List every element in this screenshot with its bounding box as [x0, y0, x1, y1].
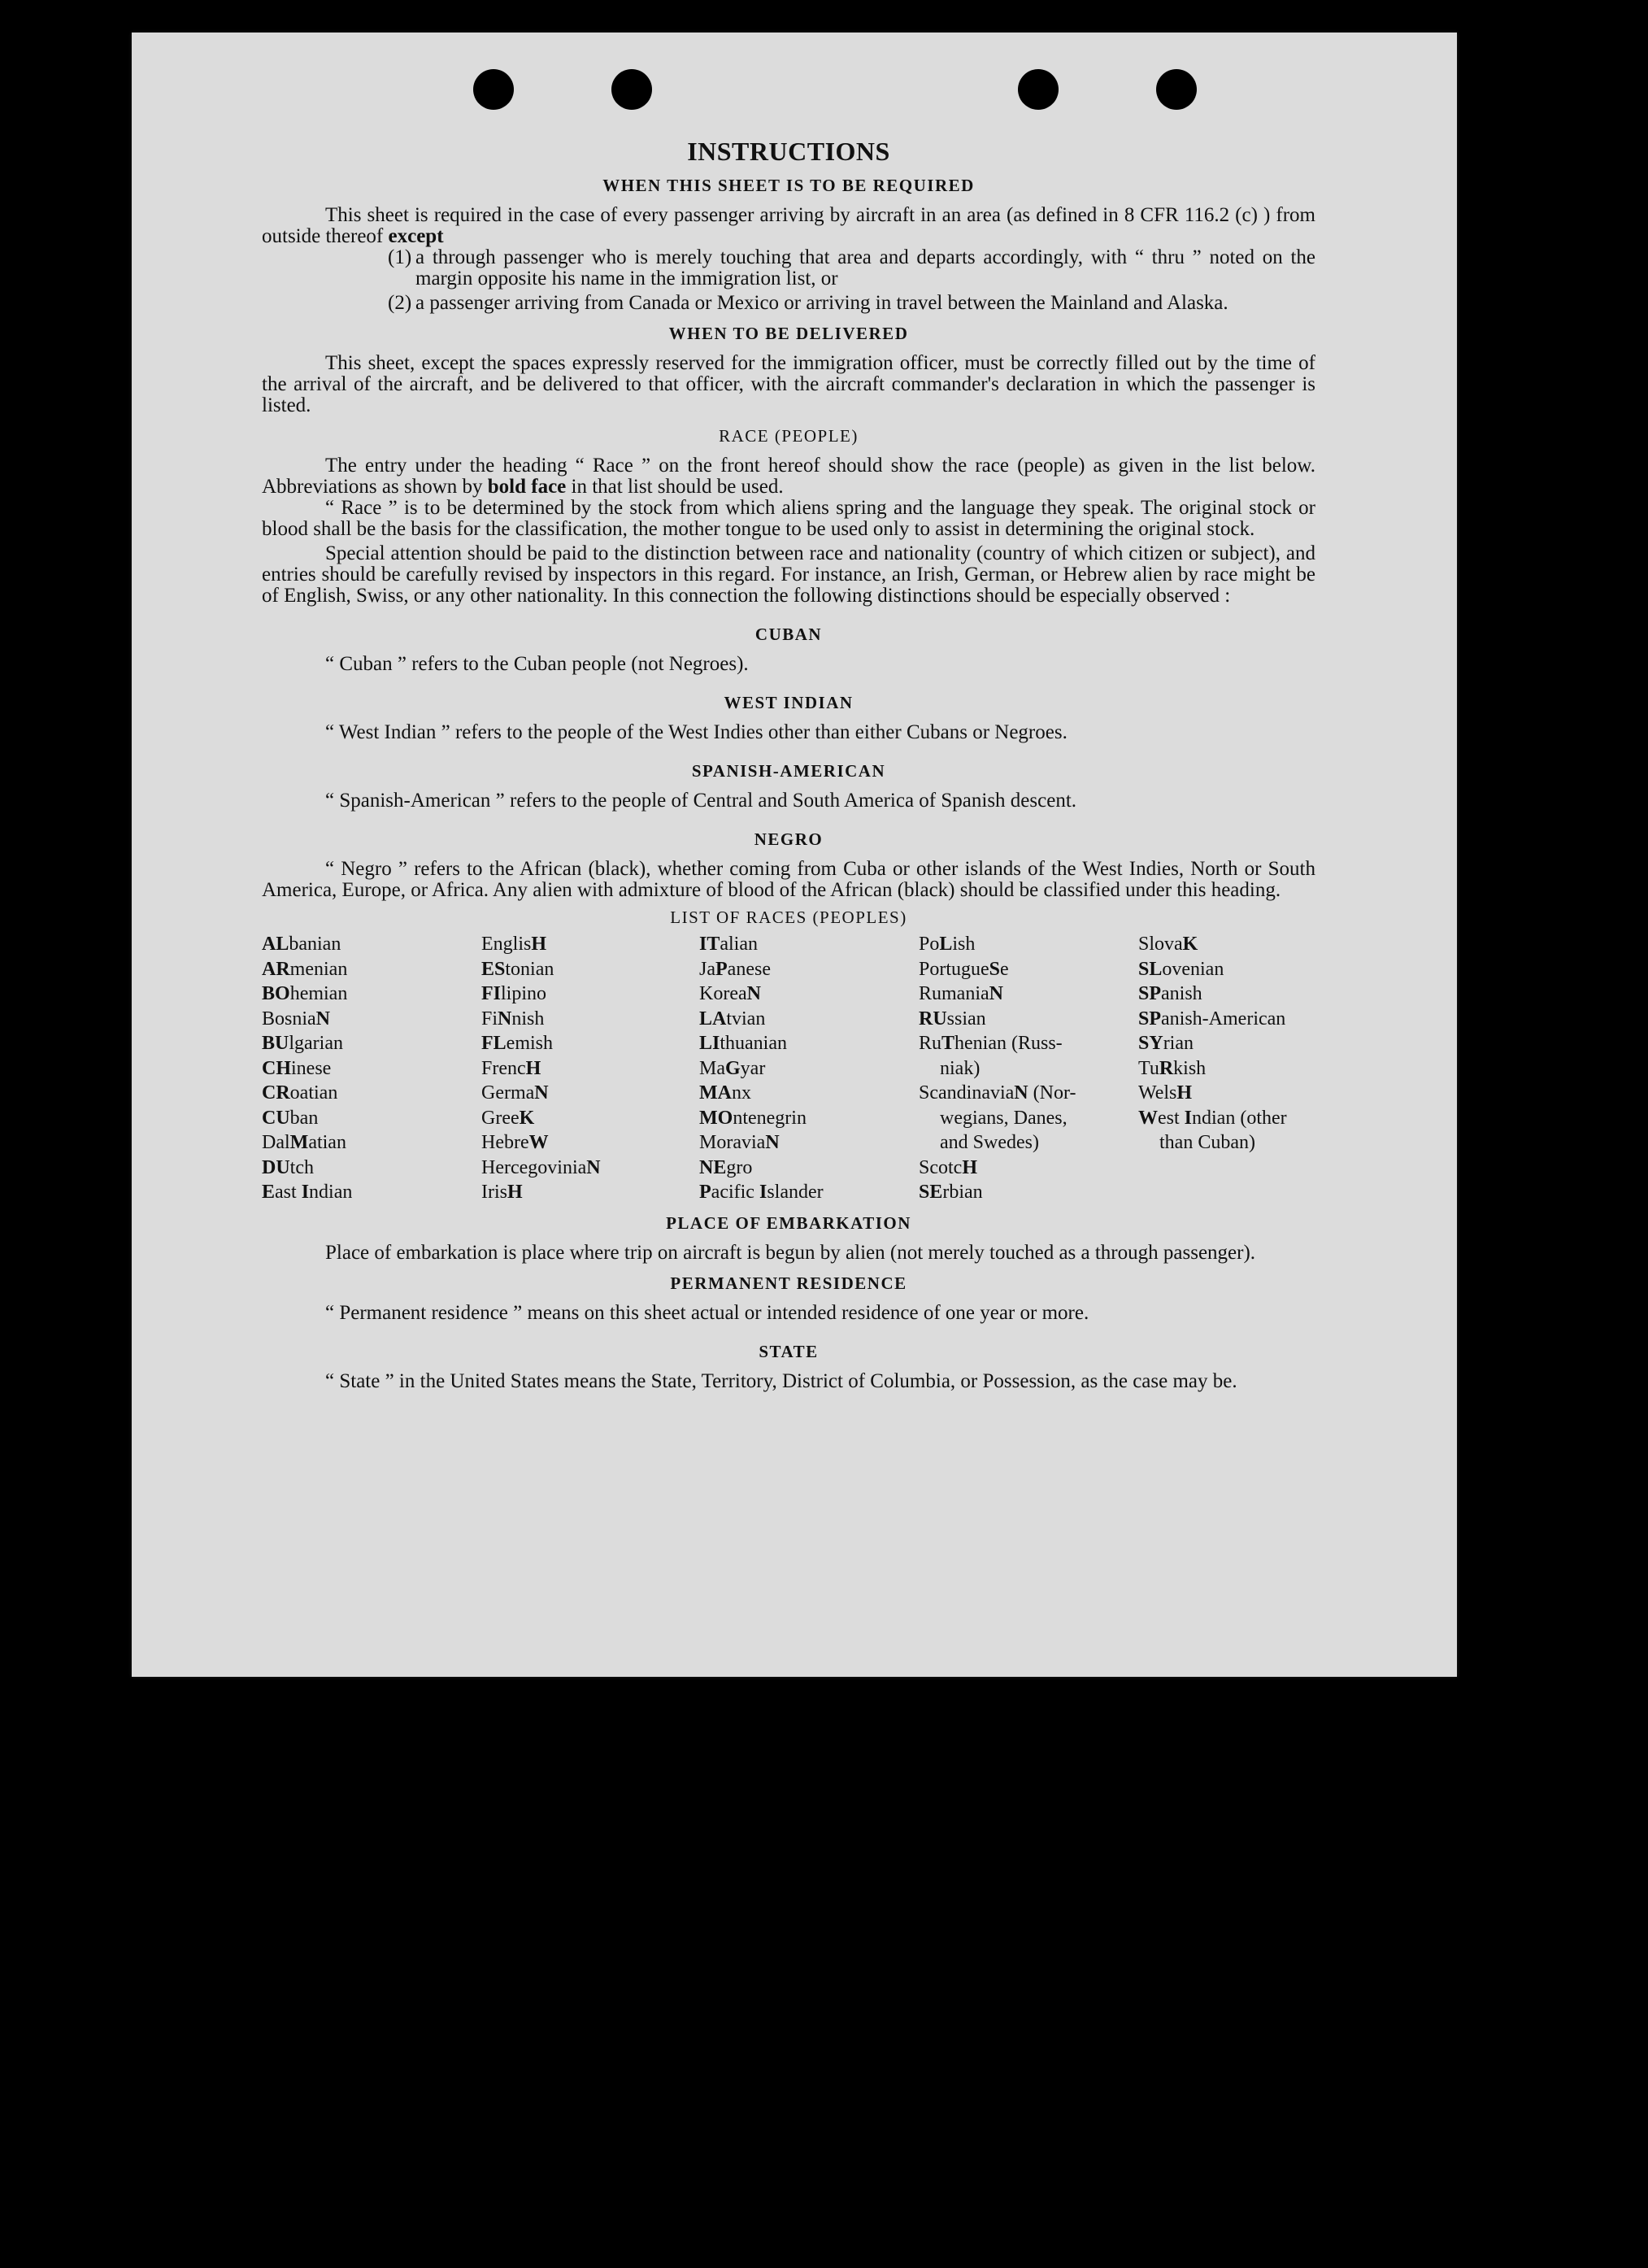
races-list: [262, 932, 1315, 1205]
race-entry: PortugueSe: [919, 958, 1009, 980]
west-indian-text: “ West Indian ” refers to the people of the West Indies other than either Cubans or Negroes.: [325, 721, 1068, 743]
embarkation-text: Place of embarkation is place where trip on aircraft is begun by alien (not merely touched as a through passenger).: [325, 1241, 1256, 1264]
race-entry: wegians, Danes,: [940, 1107, 1068, 1129]
race-entry: WelsH: [1138, 1082, 1193, 1104]
race-entry: TuRkish: [1138, 1057, 1207, 1079]
exception-item: (1) a through passenger who is merely touching that area and departs accordingly, with “ thru ” noted on the margin opposite his name in the immigration list, or: [388, 246, 1315, 289]
heading-when-delivered: WHEN TO BE DELIVERED: [668, 324, 909, 343]
race-entry: ALbanian: [262, 934, 341, 955]
race-entry: DalMatian: [262, 1132, 346, 1153]
race-entry: KoreaN: [699, 983, 761, 1004]
races-column: [699, 932, 919, 1205]
races-column: [919, 932, 1138, 1205]
residence-text: “ Permanent residence ” means on this sheet actual or intended residence of one year or more.: [325, 1301, 1089, 1324]
race-entry: ScotcH: [919, 1156, 977, 1178]
race-entry: MaGyar: [699, 1057, 766, 1079]
punch-hole: [1156, 69, 1197, 110]
race-paragraph-2: “ Race ” is to be determined by the stock from which aliens spring and the language they speak. The original stock or blood shall be the basis for the classification, the mother tongue to be used only to assist in determining the original stock.: [262, 497, 1315, 540]
punch-hole: [473, 69, 514, 110]
race-entry: RuThenian (Russ-: [919, 1033, 1063, 1054]
race-entry: FrencH: [481, 1057, 541, 1079]
heading-residence: PERMANENT RESIDENCE: [670, 1273, 907, 1293]
race-entry: CUban: [262, 1107, 319, 1129]
heading-when-required: WHEN THIS SHEET IS TO BE REQUIRED: [602, 176, 975, 195]
heading-cuban: CUBAN: [754, 625, 823, 644]
exception-item: (2) a passenger arriving from Canada or Mexico or arriving in travel between the Mainland and Alaska.: [388, 292, 1228, 314]
cuban-text: “ Cuban ” refers to the Cuban people (not Negroes).: [325, 653, 749, 675]
heading-west-indian: WEST INDIAN: [724, 693, 854, 712]
heading-embarkation: PLACE OF EMBARKATION: [666, 1212, 911, 1233]
race-entry: IrisH: [481, 1182, 523, 1203]
race-entry: MoraviaN: [699, 1132, 780, 1153]
race-paragraph-3: Special attention should be paid to the distinction between race and nationality (country of which citizen or subject), and entries should be carefully revised by inspectors in this regard. For instance, an Irish, German, or Hebrew alien by race might be of English, Swiss, or any other nationality. In this connection the following distinctions should be especially observed :: [262, 542, 1315, 607]
heading-race: RACE (PEOPLE): [719, 426, 859, 446]
heading-list-of-races: LIST OF RACES (PEOPLES): [670, 908, 907, 927]
race-entry: BUlgarian: [262, 1033, 343, 1054]
race-entry: ScandinaviaN (Nor-: [919, 1082, 1076, 1104]
race-entry: East Indian: [262, 1182, 353, 1203]
instructions-content: [262, 137, 1315, 1392]
race-entry: FLemish: [481, 1033, 553, 1054]
race-entry: CHinese: [262, 1057, 332, 1079]
race-entry: RumaniaN: [919, 983, 1003, 1004]
race-entry: HercegoviniaN: [481, 1156, 601, 1178]
state-text: “ State ” in the United States means the State, Territory, District of Columbia, or Possession, as the case may be.: [325, 1369, 1237, 1392]
race-entry: LIthuanian: [699, 1033, 787, 1054]
race-entry: FiNnish: [481, 1008, 545, 1030]
when-delivered-text: This sheet, except the spaces expressly reserved for the immigration officer, must be correctly filled out by the time of the arrival of the aircraft, and be delivered to that officer, with the aircraft commander's declaration in which the passenger is listed.: [262, 352, 1315, 416]
heading-state: STATE: [759, 1341, 819, 1361]
race-entry: SlovaK: [1138, 934, 1198, 955]
race-entry: LAtvian: [699, 1008, 766, 1030]
document-sheet: [132, 33, 1457, 1677]
race-entry: SPanish: [1138, 983, 1202, 1004]
race-entry: EStonian: [481, 958, 554, 980]
race-entry: than Cuban): [1159, 1132, 1255, 1153]
race-entry: RUssian: [919, 1008, 986, 1030]
race-entry: MOntenegrin: [699, 1107, 807, 1129]
race-entry: JaPanese: [699, 958, 771, 980]
race-entry: Pacific Islander: [699, 1182, 824, 1203]
race-entry: EnglisH: [481, 934, 547, 955]
race-entry: DUtch: [262, 1156, 314, 1178]
heading-negro: NEGRO: [754, 829, 824, 849]
race-paragraph-1: The entry under the heading “ Race ” on the front hereof should show the race (people) as given in the list below. Abbreviations as shown by bold face in that list should be used.: [262, 455, 1315, 498]
race-entry: FIlipino: [481, 983, 547, 1004]
negro-text: “ Negro ” refers to the African (black), whether coming from Cuba or other islands of the West Indies, North or South America, Europe, or Africa. Any alien with admixture of blood of the African (black) should be classified under this heading.: [262, 858, 1315, 901]
race-entry: NEgro: [699, 1156, 753, 1178]
race-entry: West Indian (other: [1138, 1107, 1287, 1129]
race-entry: HebreW: [481, 1132, 549, 1153]
race-entry: ITalian: [699, 934, 758, 955]
races-column: [481, 932, 699, 1205]
race-entry: GreeK: [481, 1107, 535, 1129]
race-entry: GermaN: [481, 1082, 549, 1104]
race-entry: BosniaN: [262, 1008, 331, 1030]
heading-spanish-american: SPANISH-AMERICAN: [691, 761, 886, 781]
race-entry: ARmenian: [262, 958, 348, 980]
races-column: [262, 932, 481, 1205]
race-entry: SErbian: [919, 1182, 983, 1203]
punch-hole: [1018, 69, 1059, 110]
when-required-intro: This sheet is required in the case of every passenger arriving by aircraft in an area (as defined in 8 CFR 116.2 (c) ) from outside thereof except: [262, 204, 1315, 247]
race-entry: SYrian: [1138, 1033, 1194, 1054]
race-entry: and Swedes): [940, 1132, 1039, 1153]
race-entry: CRoatian: [262, 1082, 338, 1104]
punch-hole: [611, 69, 652, 110]
race-entry: SLovenian: [1138, 958, 1224, 980]
race-entry: SPanish-American: [1138, 1008, 1286, 1030]
spanish-american-text: “ Spanish-American ” refers to the people of Central and South America of Spanish descent.: [325, 790, 1077, 812]
race-entry: PoLish: [919, 934, 976, 955]
page-title: INSTRUCTIONS: [687, 137, 890, 166]
races-column: [1138, 932, 1315, 1205]
race-entry: niak): [940, 1057, 981, 1079]
race-entry: BOhemian: [262, 983, 348, 1004]
race-entry: MAnx: [699, 1082, 751, 1104]
